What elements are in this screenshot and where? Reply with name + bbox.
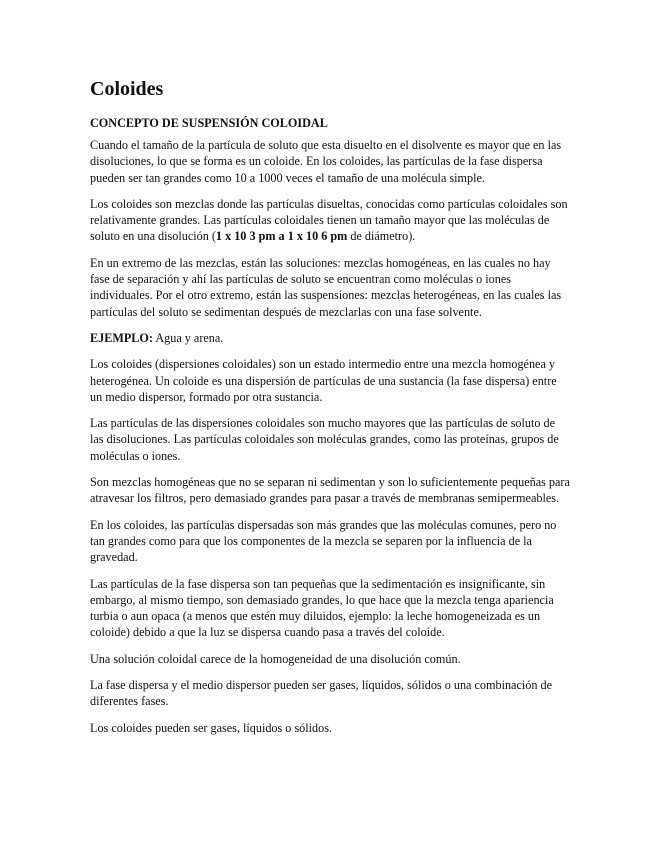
paragraph-5: Las partículas de las dispersiones coloidales son mucho mayores que las partículas de soluto de las disoluciones. Las partículas coloidales son moléculas grandes, como las proteínas, grupos de moléculas o iones. (90, 416, 559, 463)
paragraph-8: Las partículas de la fase dispersa son tan pequeñas que la sedimentación es insignificante, sin embargo, al mismo tiempo, son demasiado grandes, lo que hace que la mezcla tenga apariencia turbia o aun opaca (a menos que estén muy diluidos, ejemplo: la leche homogeneizada es un coloide) debido a que la luz se dispersa cuando pasa a través del coloide. (90, 576, 554, 640)
page-title: Coloides (90, 78, 164, 100)
example-label: EJEMPLO: (90, 330, 153, 345)
paragraph-9: Una solución coloidal carece de la homogeneidad de una disolución común. (90, 651, 461, 666)
paragraph-1: Cuando el tamaño de la partícula de soluto que esta disuelto en el disolvente es mayor que en las disoluciones, lo que se forma es un coloide. En los coloides, las partículas de la fase dispersa pueden ser tan grandes como 10 a 1000 veces el tamaño de una molécula simple. (90, 138, 562, 185)
document-page (90, 78, 570, 746)
paragraph-10: La fase dispersa y el medio dispersor pueden ser gases, líquidos, sólidos o una combinación de diferentes fases. (90, 678, 553, 709)
paragraph-2 (90, 196, 570, 245)
section-heading: CONCEPTO DE SUSPENSIÓN COLOIDAL (90, 116, 328, 130)
paragraph-11: Los coloides pueden ser gases, líquidos o sólidos. (90, 720, 333, 735)
paragraph-2-text-end: de diámetro). (347, 229, 416, 244)
paragraph-4: Los coloides (dispersiones coloidales) son un estado intermedio entre una mezcla homogénea y heterogénea. Un coloide es una dispersión de partículas de una sustancia (la fase dispersa) entre un medio dispersor, formado por otra sustancia. (90, 357, 557, 404)
paragraph-7: En los coloides, las partículas dispersadas son más grandes que las moléculas comunes, pero no tan grandes como para que los componentes de la mezcla se separen por la influencia de la gravedad. (90, 517, 557, 565)
paragraph-2-text-start: Los coloides son mezclas donde las partículas disueltas, conocidas como partículas coloidales son relativamente grandes. Las partículas coloidales tienen un tamaño mayor que las moléculas de soluto en una disolución ( (90, 196, 568, 244)
example-paragraph (90, 330, 570, 346)
particle-size-range: 1 x 10 3 pm a 1 x 10 6 pm (215, 229, 348, 244)
example-text: Agua y arena. (152, 330, 224, 345)
paragraph-3: En un extremo de las mezclas, están las soluciones: mezclas homogéneas, en las cuales no hay fase de separación y ahí las partículas de soluto se encuentran como moléculas o iones individuales. Por el otro extremo, están las suspensiones: mezclas heterogéneas, en las cuales las partículas del soluto se sedimentan después de mezclarlas con una fase solvente. (90, 255, 562, 319)
paragraph-6: Son mezclas homogéneas que no se separan ni sedimentan y son lo suficientemente pequeñas para atravesar los filtros, pero demasiado grandes para pasar a través de membranas semipermeables. (90, 475, 570, 506)
